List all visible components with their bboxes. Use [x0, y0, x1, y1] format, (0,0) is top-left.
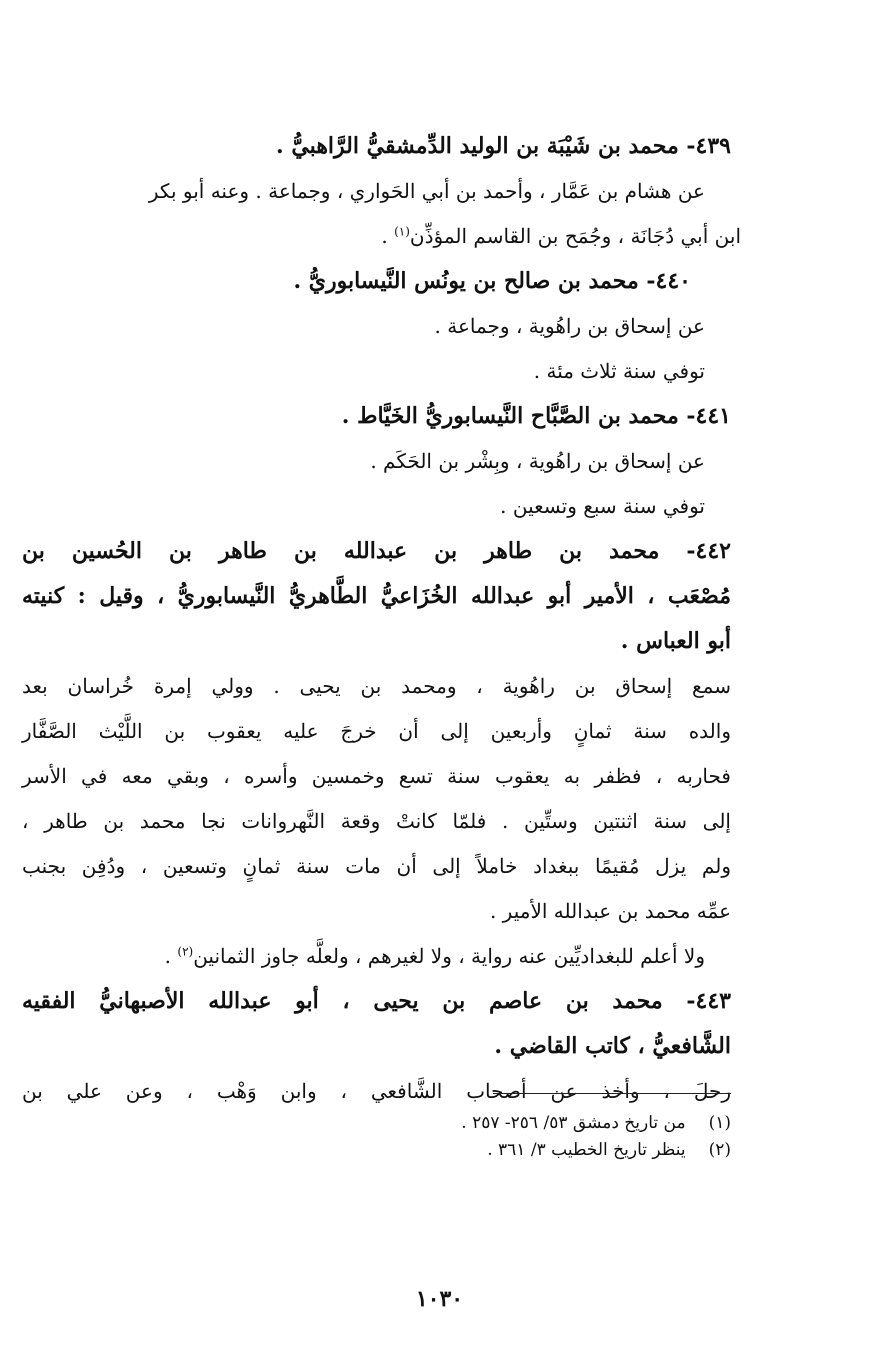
- entry-heading: أبو العباس .: [620, 628, 731, 654]
- footnote-marker: (٢): [177, 944, 194, 959]
- entry-text: توفي سنة ثلاث مئة .: [533, 359, 705, 383]
- footnote-text: ينظر تاريخ الخطيب ٣/ ٣٦١ .: [487, 1140, 686, 1160]
- page-number: ١٠٣٠: [415, 1286, 464, 1312]
- entry-heading: ٤٣٩- محمد بن شَيْبَة بن الوليد الدِّمشقيُّ الرَّاهبيُّ .: [276, 133, 731, 159]
- entry-text: رحلَ ، وأخذ عن أصحاب الشَّافعي ، وابن وَهْب ، وعن علي بن: [22, 1079, 731, 1103]
- entry-heading: الشَّافعيُّ ، كاتب القاضي .: [494, 1033, 731, 1059]
- entry-text: ابن أبي دُجَانَة ، وجُمَح بن القاسم المؤذِّن: [409, 224, 741, 248]
- entry-text-with-note: [22, 934, 731, 979]
- entry-text: والده سنة ثمانٍ وأربعين إلى أن خرجَ عليه يعقوب بن اللَّيْث الصَّفَّار: [22, 719, 731, 743]
- footnote-divider: [493, 1093, 731, 1094]
- entry-text-end: .: [164, 944, 178, 968]
- footnote-number: (٢): [708, 1140, 731, 1160]
- entry-text: سمع إسحاق بن راهُوية ، ومحمد بن يحيى . وولي إمرة خُراسان بعد: [22, 674, 731, 698]
- footnote-marker: (١): [394, 224, 410, 239]
- entry-heading: مُصْعَب ، الأمير أبو عبدالله الخُزَاعيُّ الطَّاهريُّ النَّيسابوريُّ ، وقيل : كنيته: [22, 583, 731, 609]
- entry-text: ولم يزل مُقيمًا ببغداد خاملاً إلى أن مات سنة ثمانٍ وتسعين ، ودُفِن بجنب: [22, 854, 731, 878]
- entry-heading: ٤٤١- محمد بن الصَّبَّاح النَّيسابوريُّ الخَيَّاط .: [341, 403, 731, 429]
- entry-text: عن إسحاق بن راهُوية ، وبِشْر بن الحَكَم .: [370, 449, 705, 473]
- footnote: [171, 1137, 731, 1164]
- entry-text-end: .: [381, 224, 395, 248]
- entry-heading: ٤٤٣- محمد بن عاصم بن يحيى ، أبو عبدالله الأصبهانيُّ الفقيه: [22, 988, 731, 1014]
- entry-text: فحاربه ، فظفر به يعقوب سنة تسع وخمسين وأسره ، وبقي معه في الأسر: [22, 764, 731, 788]
- entry-text-with-note: [22, 214, 741, 259]
- footnotes: [171, 1110, 731, 1164]
- footnote: [171, 1110, 731, 1137]
- entry-text: ولا أعلم للبغداديِّين عنه رواية ، ولا لغيرهم ، ولعلَّه جاوز الثمانين: [193, 944, 705, 968]
- entry-text: توفي سنة سبع وتسعين .: [500, 494, 705, 518]
- entry-text: إلى سنة اثنتين وستِّين . فلمّا كانتْ وقعة النَّهروانات نجا محمد بن طاهر ،: [22, 809, 731, 833]
- main-text: [22, 124, 741, 1114]
- entry-heading: ٤٤٢- محمد بن طاهر بن عبدالله بن طاهر بن الحُسين بن: [22, 538, 731, 564]
- entry-text: عن إسحاق بن راهُوية ، وجماعة .: [434, 314, 705, 338]
- entry-text: عمِّه محمد بن عبدالله الأمير .: [489, 899, 731, 923]
- footnote-number: (١): [708, 1113, 731, 1133]
- footnote-text: من تاريخ دمشق ٥٣/ ٢٥٦- ٢٥٧ .: [461, 1113, 686, 1133]
- entry-heading: ٤٤٠- محمد بن صالح بن يونُس النَّيسابوريُّ .: [293, 268, 691, 294]
- entry-text: عن هشام بن عَمَّار ، وأحمد بن أبي الحَواري ، وجماعة . وعنه أبو بكر: [148, 179, 705, 203]
